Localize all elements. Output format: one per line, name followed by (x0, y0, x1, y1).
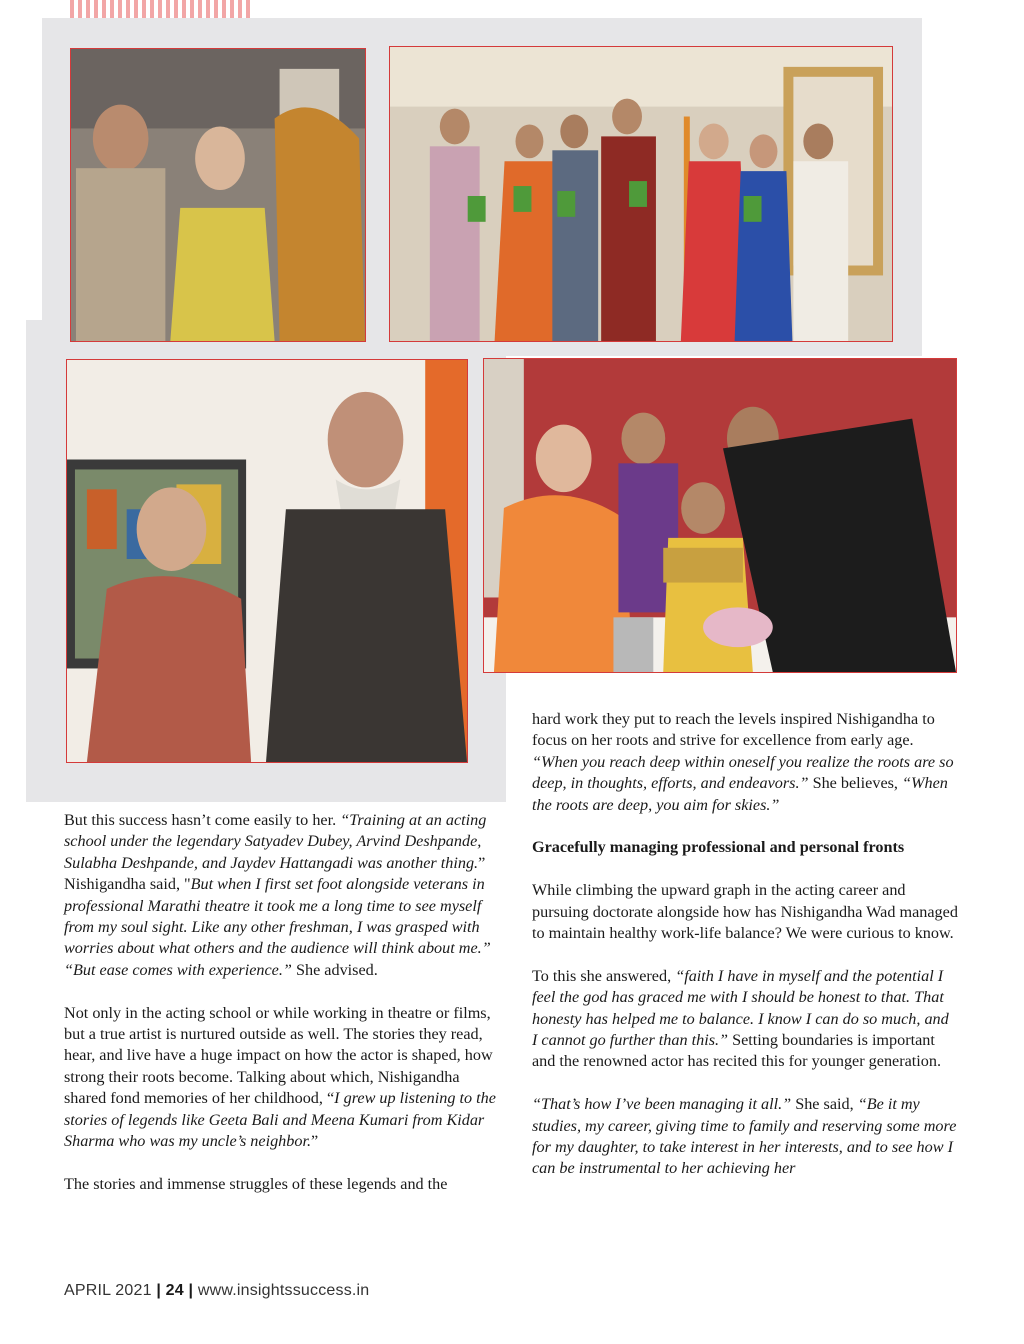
decorative-stripes (70, 0, 256, 18)
text-run: Setting boundaries is important and the renowned actor has recited this for younger generation. (532, 1031, 942, 1071)
text-run: ” Nishigandha said, " (64, 853, 486, 894)
text-run: hard work they put to reach the levels inspired Nishigandha to focus on her roots and strive for excellence from early age. (532, 710, 935, 750)
quote-text: “faith I have in myself and the potential I feel the god has graced me with I should be honest to that. That honesty has helped me to balance. I know I can do so much, and I cannot go further than this.” (532, 966, 949, 1050)
page-footer (64, 1282, 369, 1300)
text-run: She believes, (808, 774, 903, 793)
body-paragraph (64, 1174, 500, 1195)
quote-text: “Be it my studies, my career, giving time to family and reserving some more for my daughter, to take interest in her interests, and to see how I can be instrumental to her achieving her (532, 1095, 957, 1178)
text-run: To this she answered, (532, 966, 676, 985)
text-run: But this success hasn’t come easily to her. (64, 811, 341, 829)
body-paragraph (64, 1003, 500, 1153)
section-heading: Gracefully managing professional and personal fronts (532, 838, 905, 857)
photo-book-launch (389, 46, 893, 342)
photo-with-veteran-actor (66, 359, 468, 763)
text-run: The stories and immense struggles of these legends and the (64, 1174, 448, 1193)
body-paragraph (532, 1094, 958, 1180)
text-run: Not only in the acting school or while working in theatre or films, but a true artist is nurtured outside as well. The stories they read, hear, and live have a huge impact on how the actor is shaped, how strong their roots become. Talking about which, Nishigandha shared fond memories of her childhood, “ (64, 1003, 493, 1108)
quote-text: I grew up listening to the stories of legends like Geeta Bali and Meena Kumari from Kidar Sharma who was my uncle’s neighbor. (64, 1089, 496, 1151)
text-run: She advised. (291, 960, 378, 979)
photo-felicitation (483, 358, 957, 673)
quote-text: “Training at an acting school under the legendary Satyadev Dubey, Arvind Deshpande, Sulabha Deshpande, and Jaydev Hattangadi was another thing. (64, 811, 487, 872)
quote-text: “That’s how I’ve been managing it all.” (532, 1095, 792, 1114)
quote-text: But when I first set foot alongside veterans in professional Marathi theatre it took me a long time to see myself from my soul sight. Like any other freshman, I was grasped with worries about what others and the audience will think about me.” “But ease comes with experience.” (64, 875, 491, 979)
photo-actors-trio (70, 48, 366, 342)
footer-separator: | (183, 1282, 198, 1299)
body-paragraph (532, 966, 958, 1073)
footer-separator: | (151, 1282, 166, 1299)
footer-website-link[interactable]: www.insightssuccess.in (197, 1282, 370, 1299)
quote-text: “When you reach deep within oneself you realize the roots are so deep, in thoughts, efforts, and endeavors.” (532, 752, 954, 793)
text-run: She said, (791, 1095, 858, 1114)
body-paragraph (532, 880, 958, 944)
text-run: ” (311, 1132, 319, 1151)
right-text-column (532, 709, 958, 1180)
quote-text: “When the roots are deep, you aim for skies.” (532, 774, 948, 814)
body-paragraph (64, 810, 500, 981)
text-run: While climbing the upward graph in the acting career and pursuing doctorate alongside how has Nishigandha Wad managed to maintain healthy work-life balance? We were curious to know. (532, 881, 958, 943)
footer-page-number: 24 (165, 1282, 184, 1299)
left-text-column (64, 810, 500, 1195)
footer-issue: APRIL 2021 (64, 1282, 152, 1299)
body-paragraph (532, 709, 958, 816)
